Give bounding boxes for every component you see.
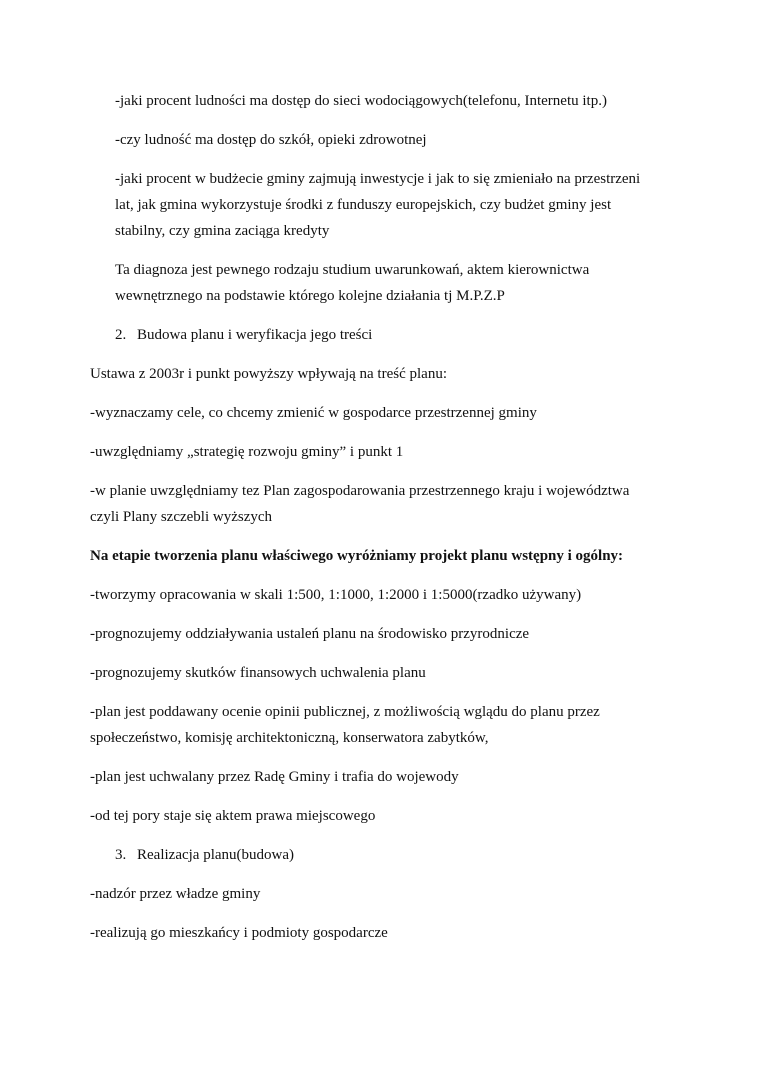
paragraph-national-plan-line-2: czyli Plany szczebli wyższych <box>90 509 273 525</box>
paragraph-public-opinion-line-1: -plan jest poddawany ocenie opinii publicznej, z możliwością wglądu do planu przez <box>90 704 600 720</box>
section-number: 2. <box>115 327 127 343</box>
paragraph-national-plan-line-1: -w planie uwzględniamy tez Plan zagospodarowania przestrzennego kraju i województwa <box>90 483 630 499</box>
paragraph-diagnosis-line-1: Ta diagnoza jest pewnego rodzaju studium uwarunkowań, aktem kierownictwa <box>115 262 590 278</box>
section-title: Budowa planu i weryfikacja jego treści <box>137 327 373 343</box>
paragraph-environment-forecast: -prognozujemy oddziaływania ustaleń planu na środowisko przyrodnicze <box>90 626 530 642</box>
paragraph-strategy: -uwzględniamy „strategię rozwoju gminy” i punkt 1 <box>90 444 404 460</box>
section-title: Realizacja planu(budowa) <box>137 847 295 863</box>
paragraph-diagnosis-line-2: wewnętrznego na podstawie którego kolejne działania tj M.P.Z.P <box>115 288 505 304</box>
paragraph-implementation: -realizują go mieszkańcy i podmioty gospodarcze <box>90 925 388 941</box>
paragraph-budget-line-3: stabilny, czy gmina zaciąga kredyty <box>115 223 330 239</box>
section-heading-3 <box>115 846 294 864</box>
paragraph-financial-forecast: -prognozujemy skutków finansowych uchwalenia planu <box>90 665 426 681</box>
paragraph-goals: -wyznaczamy cele, co chcemy zmienić w gospodarce przestrzennej gminy <box>90 405 537 421</box>
paragraph-water-access: -jaki procent ludności ma dostęp do sieci wodociągowych(telefonu, Internetu itp.) <box>115 93 607 109</box>
paragraph-budget-line-2: lat, jak gmina wykorzystuje środki z funduszy europejskich, czy budżet gminy jest <box>115 197 612 213</box>
paragraph-budget-line-1: -jaki procent w budżecie gminy zajmują inwestycje i jak to się zmieniało na przestrzeni <box>115 171 641 187</box>
paragraph-public-opinion-line-2: społeczeństwo, komisję architektoniczną, konserwatora zabytków, <box>90 730 489 746</box>
paragraph-stage-heading: Na etapie tworzenia planu właściwego wyróżniamy projekt planu wstępny i ogólny: <box>90 548 624 564</box>
paragraph-council-adoption: -plan jest uchwalany przez Radę Gminy i trafia do wojewody <box>90 769 459 785</box>
section-heading-2 <box>115 326 372 344</box>
paragraph-act-2003: Ustawa z 2003r i punkt powyższy wpływają na treść planu: <box>90 366 447 382</box>
section-number: 3. <box>115 847 127 863</box>
paragraph-scales: -tworzymy opracowania w skali 1:500, 1:1000, 1:2000 i 1:5000(rzadko używany) <box>90 587 582 603</box>
paragraph-supervision: -nadzór przez władze gminy <box>90 886 261 902</box>
paragraph-school-access: -czy ludność ma dostęp do szkół, opieki zdrowotnej <box>115 132 427 148</box>
paragraph-local-law: -od tej pory staje się aktem prawa miejscowego <box>90 808 376 824</box>
